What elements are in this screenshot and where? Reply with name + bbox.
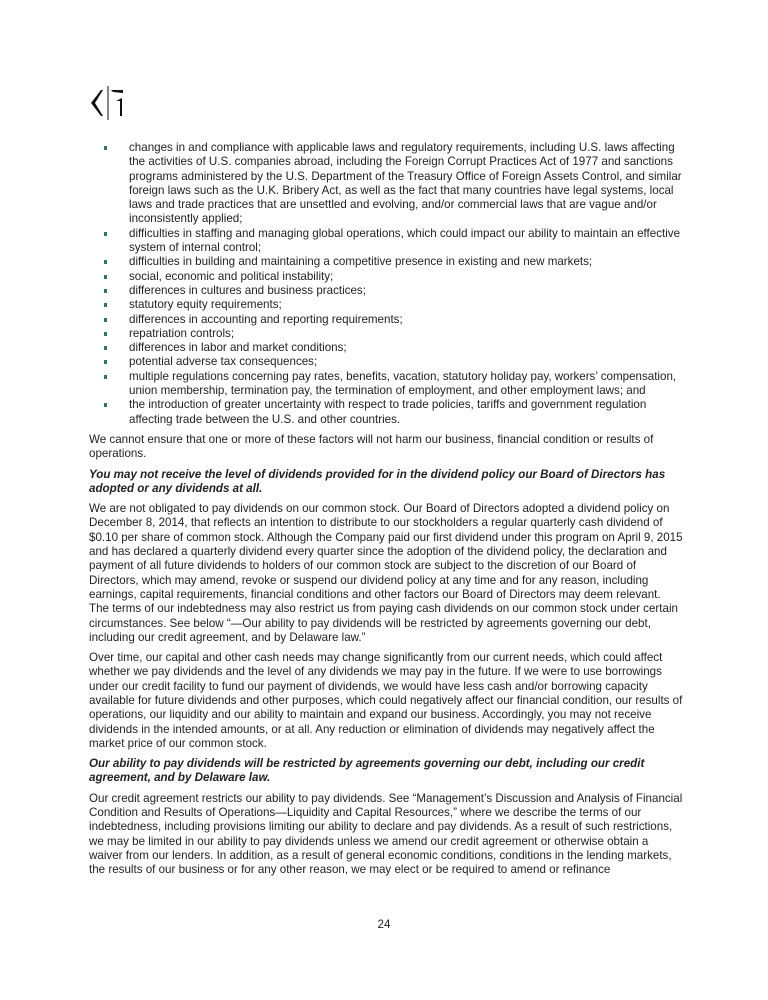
list-item-text: changes in and compliance with applicable laws and regulatory requirements, including U.S. laws affecting the activities of U.S. companies abroad, including the Foreign Corrupt Practices Act of 1977 and sanctions programs administered by the U.S. Department of the Treasury Office of Foreign Assets Control, and similar foreign laws such as the U.K. Bribery Act, as well as the fact that many countries have legal systems, local laws and trade practices that are unsettled and evolving, and/or commercial laws that are vague and/or inconsistently applied; — [129, 141, 682, 226]
document-body — [89, 141, 683, 878]
list-item-text: the introduction of greater uncertainty with respect to trade policies, tariffs and government regulation affecting trade between the U.S. and other countries. — [129, 398, 647, 426]
list-item-text: differences in cultures and business practices; — [129, 283, 366, 297]
list-item — [89, 398, 683, 427]
paragraph: We cannot ensure that one or more of these factors will not harm our business, financial condition or results of operations. — [89, 432, 654, 461]
list-item-text: potential adverse tax consequences; — [129, 355, 318, 369]
bullet-icon — [104, 275, 107, 279]
list-item — [89, 370, 683, 399]
bullet-icon — [104, 403, 107, 407]
paragraph: Over time, our capital and other cash needs may change significantly from our current needs, which could affect whether we pay dividends and the level of any dividends we may pay in the future. If we were to use borrowings under our credit facility to fund our payment of dividends, we would have less cash and/or borrowing capacity available for future dividends and other purposes, which could negatively affect our financial condition, our results of operations, our liquidity and our ability to maintain and expand our business. Accordingly, you may not receive dividends in the intended amounts, or at all. Any reduction or elimination of dividends may negatively affect the market price of our common stock. — [89, 651, 683, 750]
bullet-icon — [104, 289, 107, 293]
list-item — [89, 341, 683, 355]
bullet-icon — [104, 375, 107, 379]
list-item — [89, 298, 683, 312]
page-number: 24 — [377, 918, 391, 931]
kf-logo-icon — [89, 86, 139, 120]
bullet-icon — [104, 146, 107, 150]
paragraph: We are not obligated to pay dividends on our common stock. Our Board of Directors adopted a dividend policy on December 8, 2014, that reflects an intention to distribute to our stockholders a regular quarterly cash dividend of $0.10 per share of common stock. Although the Company paid our first dividend under this program on April 9, 2015 and has declared a quarterly dividend every quarter since the adoption of the dividend policy, the declaration and payment of all future dividends to holders of our common stock are subject to the discretion of our Board of Directors, which may amend, revoke or suspend our dividend policy at any time and for any reason, including earnings, capital requirements, financial conditions and other factors our Board of Directors may deem relevant. The terms of our indebtedness may also restrict us from paying cash dividends on our common stock under certain circumstances. See below “—Our ability to pay dividends will be restricted by agreements governing our debt, including our credit agreement, and by Delaware law.” — [89, 502, 683, 644]
bullet-icon — [104, 318, 107, 322]
list-item — [89, 227, 683, 256]
list-item — [89, 327, 683, 341]
paragraph: Our credit agreement restricts our ability to pay dividends. See “Management’s Discussion and Analysis of Financial Condition and Results of Operations—Liquidity and Capital Resources,” where we describe the terms of our indebtedness, including provisions limiting our ability to declare and pay dividends. As a result of such restrictions, we may be limited in our ability to pay dividends unless we amend our credit agreement or otherwise obtain a waiver from our lenders. In addition, as a result of general economic conditions, conditions in the lending markets, the results of our business or for any other reason, we may elect or be required to amend or refinance — [89, 791, 683, 877]
list-item — [89, 270, 683, 284]
section-heading: Our ability to pay dividends will be restricted by agreements governing our debt, including our credit agreement, and by Delaware law. — [89, 757, 645, 785]
list-item — [89, 255, 683, 269]
list-item-text: difficulties in building and maintaining a competitive presence in existing and new markets; — [129, 255, 593, 269]
bullet-icon — [104, 260, 107, 264]
bullet-icon — [104, 346, 107, 350]
bullet-icon — [104, 360, 107, 364]
list-item — [89, 141, 683, 227]
list-item-text: differences in accounting and reporting requirements; — [129, 312, 403, 326]
list-item-text: difficulties in staffing and managing global operations, which could impact our ability to maintain an effective system of internal control; — [129, 226, 681, 255]
list-item-text: statutory equity requirements; — [129, 298, 282, 312]
list-item — [89, 284, 683, 298]
list-item-text: repatriation controls; — [129, 326, 235, 340]
bullet-icon — [104, 232, 107, 236]
list-item-text: multiple regulations concerning pay rates, benefits, vacation, statutory holiday pay, workers’ compensation, union membership, termination pay, the termination of employment, and other employment laws; and — [129, 369, 677, 398]
list-item-text: social, economic and political instability; — [129, 269, 334, 283]
list-item — [89, 355, 683, 369]
company-logo — [89, 86, 139, 120]
risk-factor-list — [89, 141, 683, 427]
section-heading: You may not receive the level of dividends provided for in the dividend policy our Board of Directors has adopted or any dividends at all. — [89, 467, 666, 495]
list-item — [89, 313, 683, 327]
list-item-text: differences in labor and market conditions; — [129, 341, 347, 355]
bullet-icon — [104, 332, 107, 336]
bullet-icon — [104, 303, 107, 307]
